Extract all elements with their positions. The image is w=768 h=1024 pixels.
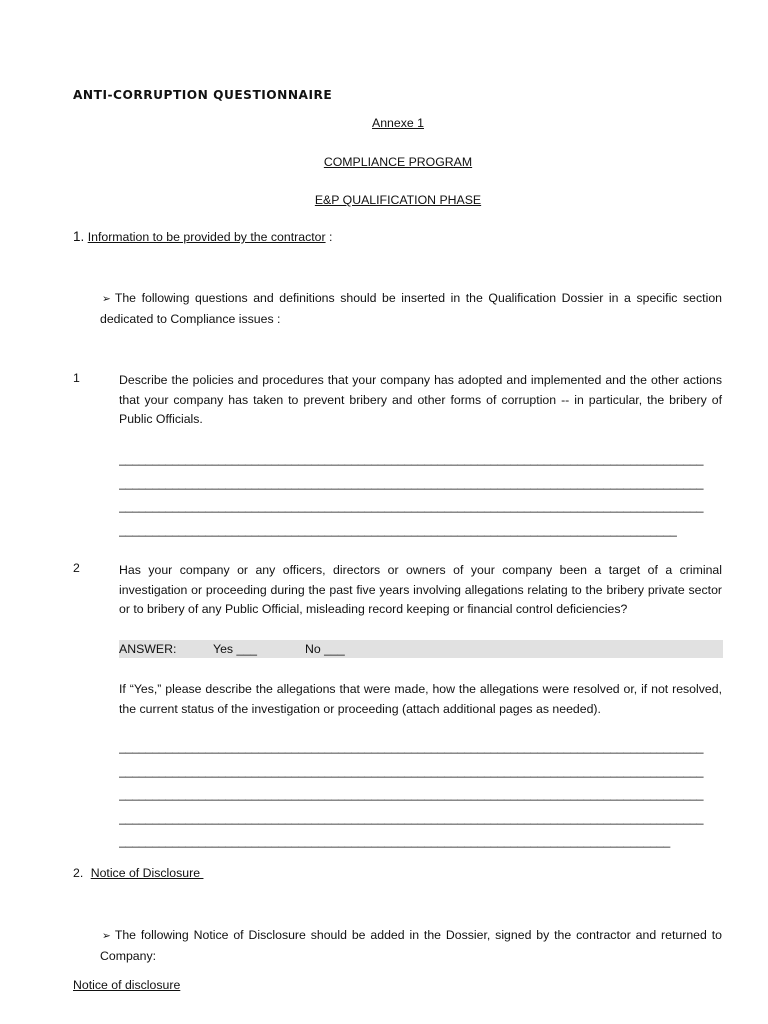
answer-row <box>119 640 723 658</box>
section2-heading <box>73 866 203 880</box>
program-title: COMPLIANCE PROGRAM <box>323 155 473 169</box>
section1-heading-suffix: : <box>325 230 333 244</box>
section2-bullet <box>100 926 722 966</box>
answer-line[interactable]: ________________________________________________________________________________________ <box>119 499 704 513</box>
section1-bullet-text: The following questions and definitions should be inserted in the Qualification Dossier in a specific section dedicated to Compliance issues : <box>100 291 722 326</box>
answer-line[interactable]: ________________________________________________________________________________________ <box>119 763 704 778</box>
question2-number: 2 <box>73 561 80 575</box>
answer-line[interactable]: ________________________________________________________________________________________ <box>119 452 704 466</box>
answer-line[interactable]: ________________________________________________________________________________________ <box>119 740 704 754</box>
answer-line[interactable]: ________________________________________________________________________________________ <box>119 787 704 801</box>
section1-bullet <box>100 289 722 329</box>
answer-line[interactable]: ___________________________________________________________________________________ <box>119 834 671 848</box>
document-title: ANTI-CORRUPTION QUESTIONNAIRE <box>73 88 333 102</box>
answer-no-option[interactable]: No ___ <box>305 642 345 656</box>
notice-subheading: Notice of disclosure <box>73 978 181 992</box>
question1-answer-lines[interactable] <box>119 452 723 546</box>
answer-line[interactable]: ________________________________________________________________________________________ <box>119 810 704 825</box>
annexe-label: Annexe 1 <box>372 116 424 130</box>
question2-text: Has your company or any officers, directors or owners of your company been a target of a criminal investigation or proceeding during the past five years involving allegations relating to the bribery private sector or to bribery of any Public Official, misleading record keeping or financial control deficiencies? <box>119 563 722 616</box>
section1-heading-text: Information to be provided by the contractor <box>87 230 326 244</box>
answer-line[interactable]: ____________________________________________________________________________________ <box>119 522 677 537</box>
section1-heading <box>73 229 332 244</box>
section2-heading-text: Notice of Disclosure <box>90 866 204 880</box>
question1-text: Describe the policies and procedures that your company has adopted and implemented and the other actions that your company has taken to prevent bribery and other forms of corruption -- in particular, the bribery of Public Officials. <box>119 373 722 426</box>
question2-followup: If “Yes,” please describe the allegations that were made, how the allegations were resolved or, if not resolved, the current status of the investigation or proceeding (attach additional pages as needed). <box>119 682 722 716</box>
phase-title: E&P QUALIFICATION PHASE <box>314 193 482 207</box>
section2-bullet-text: The following Notice of Disclosure should be added in the Dossier, signed by the contractor and returned to Company: <box>100 928 722 963</box>
section2-number: 2. <box>73 866 84 880</box>
question1-number: 1 <box>73 371 80 385</box>
section1-number: 1. <box>73 229 85 244</box>
answer-line[interactable]: ________________________________________________________________________________________ <box>119 475 704 490</box>
answer-yes-option[interactable]: Yes ___ <box>213 642 257 656</box>
question2-answer-lines[interactable] <box>119 740 723 858</box>
arrow-bullet-icon: ➢ <box>102 930 111 942</box>
answer-label: ANSWER: <box>119 642 177 656</box>
arrow-bullet-icon: ➢ <box>102 293 111 305</box>
